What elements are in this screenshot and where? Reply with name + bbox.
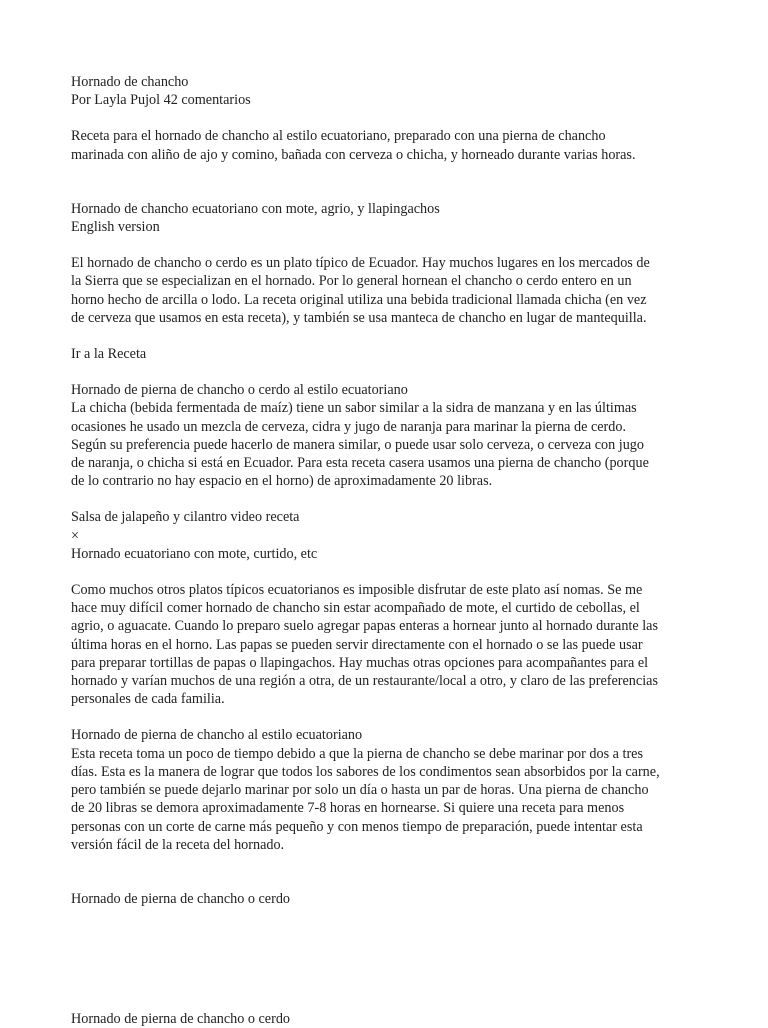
text-line: de 20 libras se demora aproximadamente 7-8 horas en hornearse. Si quiere una receta para menos [71,800,625,817]
text-line: personales de cada familia. [71,691,225,708]
section-heading: Hornado ecuatoriano con mote, curtido, etc [71,545,318,562]
section-heading: Hornado de pierna de chancho o cerdo al estilo ecuatoriano [71,382,408,399]
text-line: de lo contrario no hay espacio en el horno) de aproximadamente 20 libras. [71,473,493,490]
video-title[interactable]: Salsa de jalapeño y cilantro video receta [71,509,300,526]
text-line: horno hecho de arcilla o lodo. La receta original utiliza una bebida tradicional llamada chicha (en vez [71,291,647,308]
paragraph [71,745,701,854]
text-line: de naranja, o chicha si está en Ecuador. Para esta receta casera usamos una pierna de chancho (porque [71,455,649,472]
text-line: versión fácil de la receta del hornado. [71,836,285,853]
text-line: personas con un corte de carne más pequeño y con menos tiempo de preparación, puede intentar esta [71,818,643,835]
text-line: Según su preferencia puede hacerlo de manera similar, o puede usar solo cerveza, o cerveza con jugo [71,436,644,453]
section-heading: Hornado de pierna de chancho al estilo ecuatoriano [71,727,363,744]
text-line: la Sierra que se especializan en el hornado. Por lo general hornean el chancho o cerdo entero en un [71,273,632,290]
image-caption: Hornado de pierna de chancho o cerdo [71,890,291,907]
text-line: La chicha (bebida fermentada de maíz) tiene un sabor similar a la sidra de manzana y en las últimas [71,400,637,417]
text-line: hornado y varían muchos de una región a otra, de un restaurante/local a otro, y claro de las preferencias [71,673,658,690]
english-version-link[interactable]: English version [71,219,160,236]
close-icon[interactable]: × [71,527,80,544]
paragraph [71,254,701,327]
paragraph [71,399,701,490]
text-line: para preparar tortillas de papas o llapingachos. Hay muchas otras opciones para acompañantes para el [71,654,649,671]
text-line: Esta receta toma un poco de tiempo debido a que la pierna de chancho se debe marinar por dos a tres [71,745,644,762]
text-line: días. Esta es la manera de lograr que todos los sabores de los condimentos sean absorbidos por la carne, [71,763,660,780]
paragraph [71,581,701,708]
text-line: marinada con aliño de ajo y comino, bañada con cerveza o chicha, y horneado durante varias horas. [71,146,636,163]
image-caption: Hornado de chancho ecuatoriano con mote, agrio, y llapingachos [71,200,440,217]
text-line: última horas en el horno. Las papas se pueden servir directamente con el hornado o se las puede usar [71,636,643,653]
article-title: Hornado de chancho [71,74,189,90]
image-caption: Hornado de pierna de chancho o cerdo [71,1011,291,1028]
text-line: hace muy difícil comer hornado de chancho sin estar acompañado de mote, el curtido de cebollas, el [71,600,640,617]
text-line: ocasiones he usado un mezcla de cerveza, cidra y jugo de naranja para marinar la pierna de cerdo. [71,418,627,435]
text-line: Como muchos otros platos típicos ecuatorianos es imposible disfrutar de este plato así nomas. Se me [71,582,643,599]
jump-to-recipe-link[interactable]: Ir a la Receta [71,346,147,363]
article [71,73,701,1028]
text-line: Receta para el hornado de chancho al estilo ecuatoriano, preparado con una pierna de chancho [71,128,606,145]
text-line: pero también se puede dejarlo marinar por solo un día o hasta un par de horas. Una pierna de chancho [71,782,649,799]
intro-paragraph [71,127,701,163]
text-line: agrio, o aguacate. Cuando lo preparo suelo agregar papas enteras a hornear junto al hornado durante las [71,618,658,635]
text-line: El hornado de chancho o cerdo es un plato típico de Ecuador. Hay muchos lugares en los mercados de [71,255,650,272]
article-byline[interactable]: Por Layla Pujol 42 comentarios [71,92,251,109]
text-line: de cerveza que usamos en esta receta), y también se usa manteca de chancho en lugar de mantequilla. [71,309,647,326]
